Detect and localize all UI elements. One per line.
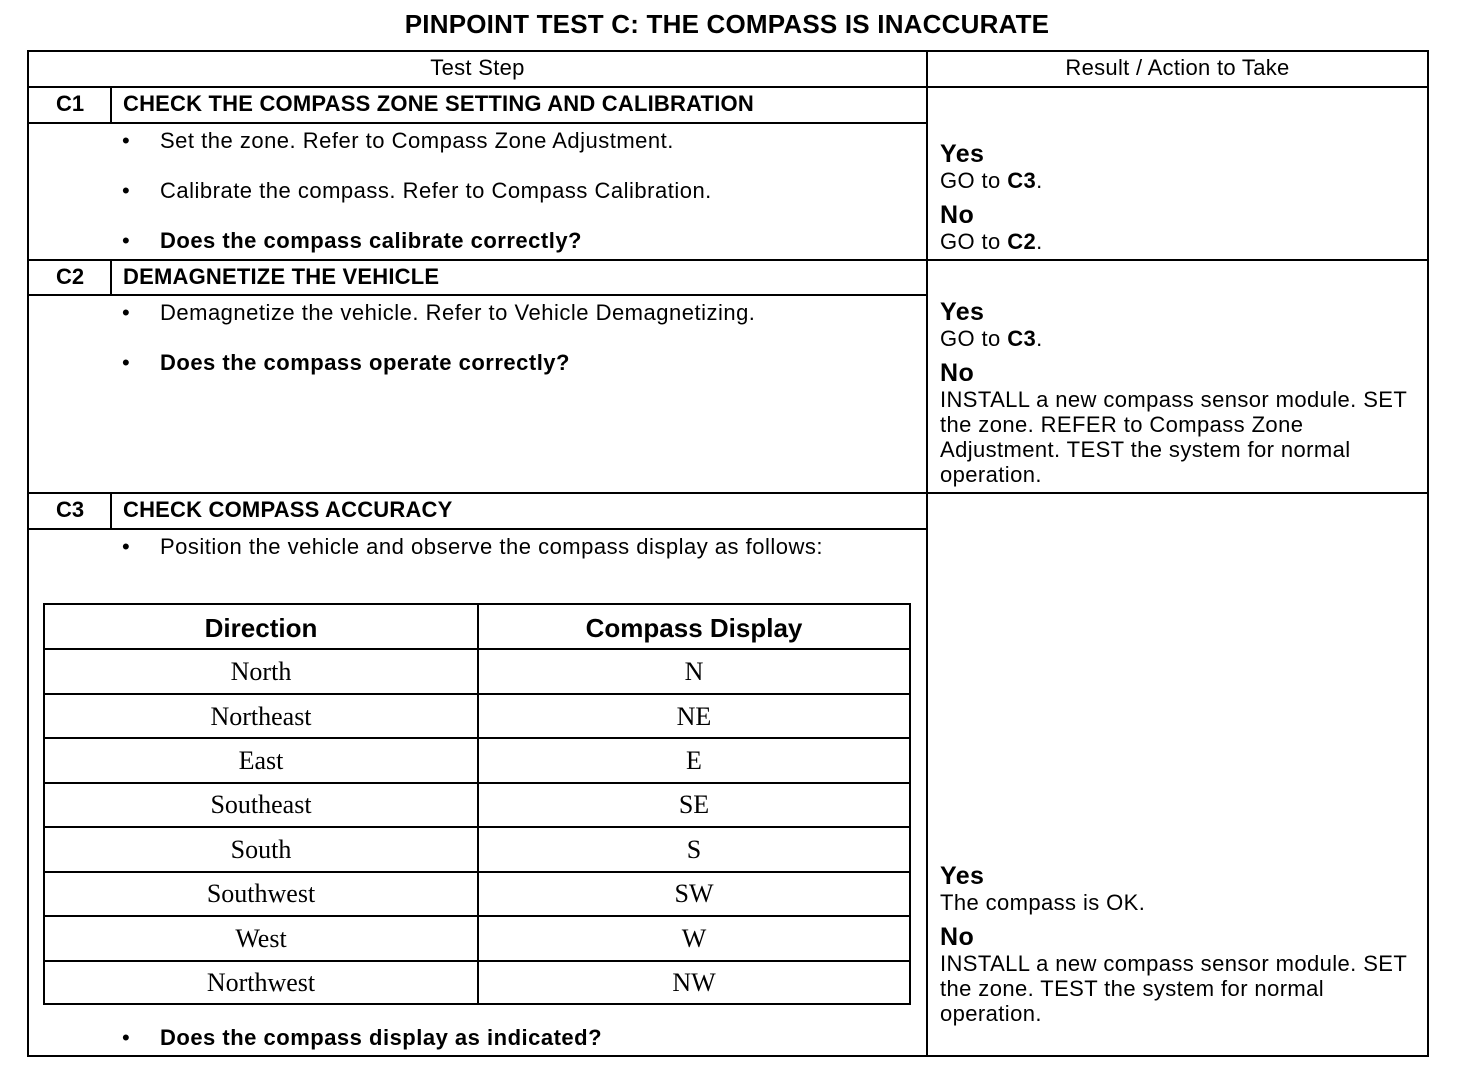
compass-display-cell: N (684, 657, 704, 686)
direction-cell: Southeast (210, 790, 312, 819)
no-label: No (940, 923, 975, 951)
compass-table-row-divider (45, 693, 909, 695)
step-id-c2: C2 (55, 264, 85, 289)
compass-table-row-divider (45, 871, 909, 873)
step-title-c2: DEMAGNETIZE THE VEHICLE (123, 264, 440, 289)
column-header-compass-display: Compass Display (585, 613, 803, 643)
direction-cell: South (230, 835, 292, 864)
compass-display-cell: S (686, 835, 702, 864)
goto-target: C3 (1007, 168, 1037, 193)
row-divider (27, 259, 1429, 261)
compass-display-cell: SW (674, 879, 714, 908)
compass-table-row-divider (45, 915, 909, 917)
yes-label: Yes (940, 862, 985, 890)
compass-display-cell: E (686, 746, 702, 775)
compass-display-cell: SE (678, 790, 710, 819)
step-title-c1: CHECK THE COMPASS ZONE SETTING AND CALIBRATION (123, 91, 754, 116)
direction-cell: Northeast (210, 702, 312, 731)
bullet-icon: • (122, 1025, 130, 1050)
yes-label: Yes (940, 140, 985, 168)
compass-table-header-divider (45, 648, 909, 650)
direction-cell: East (238, 746, 284, 775)
compass-table-row-divider (45, 960, 909, 962)
id-divider-c3 (110, 492, 112, 530)
no-action: INSTALL a new compass sensor module. SET the zone. TEST the system for normal operation. (940, 951, 1407, 1026)
bullet-icon: • (122, 128, 130, 153)
step-question-c3: Does the compass display as indicated? (160, 1025, 603, 1050)
column-divider (926, 50, 928, 1057)
direction-cell: Southwest (206, 879, 316, 908)
goto-target: C2 (1007, 229, 1037, 254)
header-test-step: Test Step (430, 55, 525, 80)
id-divider-c1 (110, 86, 112, 124)
id-divider-c2 (110, 259, 112, 296)
bullet-icon: • (122, 534, 130, 559)
result-c3 (940, 862, 1420, 1026)
direction-cell: Northwest (206, 968, 316, 997)
bullet-icon: • (122, 350, 130, 375)
result-c2 (940, 298, 1420, 487)
header-divider (27, 86, 1429, 88)
bullet-icon: • (122, 178, 130, 203)
step-question-c2: Does the compass operate correctly? (160, 350, 570, 375)
title-divider-c2 (27, 294, 927, 296)
direction-cell: West (235, 924, 287, 953)
title-divider-c1 (27, 122, 927, 124)
compass-display-cell: W (681, 924, 707, 953)
yes-action: GO to C3. (940, 326, 1043, 351)
compass-table-row-divider (45, 826, 909, 828)
step-item-c3-1: Position the vehicle and observe the compass display as follows: (160, 534, 824, 559)
step-id-c3: C3 (55, 497, 85, 522)
column-header-direction: Direction (204, 613, 318, 643)
no-label: No (940, 359, 975, 387)
compass-table-row-divider (45, 782, 909, 784)
bullet-icon: • (122, 300, 130, 325)
step-question-c1: Does the compass calibrate correctly? (160, 228, 582, 253)
compass-display-table (43, 603, 911, 1005)
yes-action: GO to C3. (940, 168, 1043, 193)
step-item-c1-1: Set the zone. Refer to Compass Zone Adjustment. (160, 128, 674, 153)
step-id-c1: C1 (55, 91, 85, 116)
compass-display-cell: NW (672, 968, 716, 997)
result-c1 (940, 140, 1420, 254)
header-result-action: Result / Action to Take (1065, 55, 1290, 80)
compass-display-cell: NE (676, 702, 712, 731)
direction-cell: North (230, 657, 292, 686)
yes-label: Yes (940, 298, 985, 326)
bullet-icon: • (122, 228, 130, 253)
step-title-c3: CHECK COMPASS ACCURACY (123, 497, 453, 522)
page-title: PINPOINT TEST C: THE COMPASS IS INACCURATE (404, 9, 1050, 39)
no-label: No (940, 201, 975, 229)
goto-target: C3 (1007, 326, 1037, 351)
title-divider-c3 (27, 528, 927, 530)
no-action: GO to C2. (940, 229, 1043, 254)
step-item-c2-1: Demagnetize the vehicle. Refer to Vehicle Demagnetizing. (160, 300, 756, 325)
yes-action: The compass is OK. (940, 890, 1146, 915)
no-action: INSTALL a new compass sensor module. SET the zone. REFER to Compass Zone Adjustment. TEST the system for normal operation. (940, 387, 1407, 487)
step-item-c1-2: Calibrate the compass. Refer to Compass Calibration. (160, 178, 712, 203)
row-divider (27, 492, 1429, 494)
compass-table-row-divider (45, 737, 909, 739)
